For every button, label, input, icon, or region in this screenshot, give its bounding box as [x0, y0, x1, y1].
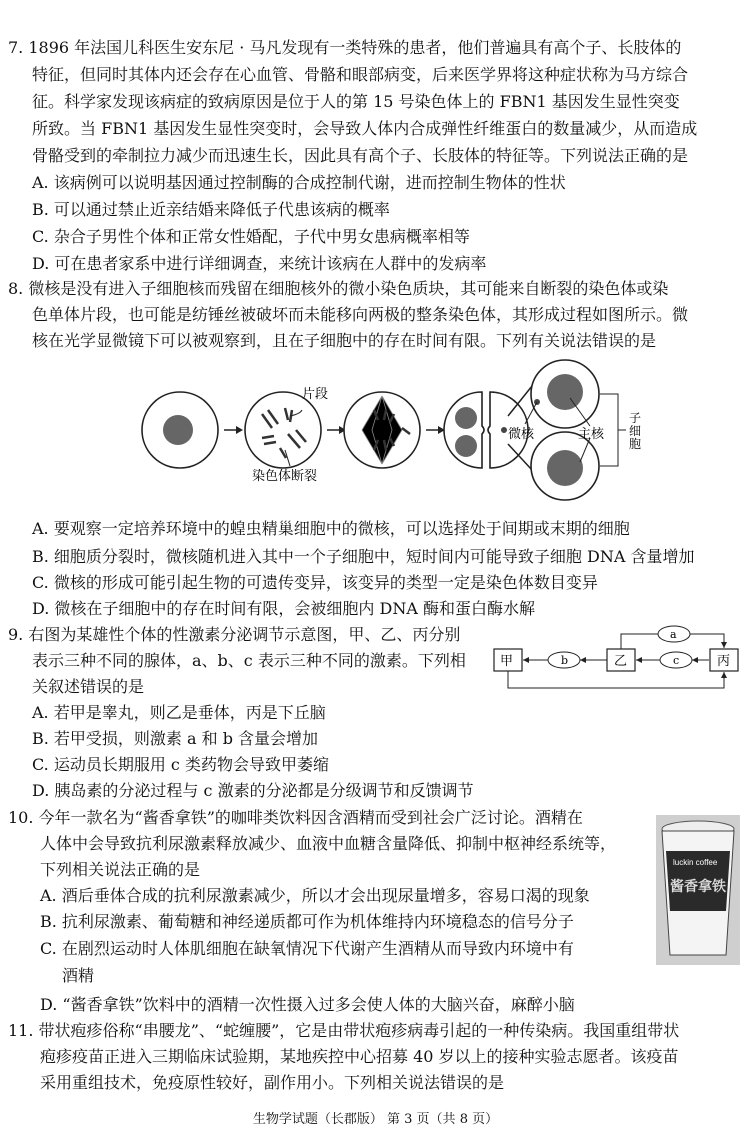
coffee-cup-image — [656, 815, 740, 965]
cell-breaking — [245, 392, 321, 468]
q9-option-d: D. 胰岛素的分泌过程与 c 激素的分泌都是分级调节和反馈调节 — [32, 781, 474, 800]
nucleus — [455, 435, 477, 457]
q9-option-c: C. 运动员长期服用 c 类药物会导致甲萎缩 — [32, 755, 329, 774]
main-nucleus — [547, 450, 583, 486]
q11-stem-line: 疱疹疫苗正进入三期临床试验期，某地疾控中心招募 40 岁以上的接种实验志愿者。该疫苗 — [40, 1047, 679, 1066]
hormone-regulation-diagram — [490, 620, 742, 700]
q7-stem-line: 征。科学家发现该病症的致病原因是位于人的第 15 号染色体上的 FBN1 基因发生显性突变 — [32, 92, 680, 111]
q9-stem-line: 关叙述错误的是 — [32, 677, 145, 696]
q11-stem-line: 采用重组技术，免疫原性较好，副作用小。下列相关说法错误的是 — [40, 1073, 505, 1092]
q10-stem-line: 人体中会导致抗利尿激素释放减少、血液中血糖含量降低、抑制中枢神经系统等， — [40, 834, 617, 853]
label-break: 染色体断裂 — [252, 469, 318, 484]
gland-yi-label: 乙 — [614, 654, 628, 669]
hormone-c-label: c — [673, 654, 680, 667]
hormone-a-label: a — [670, 628, 677, 641]
hormone-b-label: b — [561, 654, 569, 667]
label-daughter: 子 — [629, 411, 642, 425]
gland-jia-label: 甲 — [500, 654, 514, 669]
label-main-nucleus: 主核 — [578, 427, 605, 442]
q10-stem-line: 下列相关说法正确的是 — [40, 860, 201, 879]
nucleus — [455, 407, 477, 429]
q10-stem-line: 10. 今年一款名为“酱香拿铁”的咖啡类饮料因含酒精而受到社会广泛讨论。酒精在 — [8, 808, 583, 827]
q7-option-d: D. 可在患者家系中进行详细调查，来统计该病在人群中的发病率 — [32, 254, 487, 273]
q11-stem-line: 11. 带状疱疹俗称“串腰龙”、“蛇缠腰”，它是由带状疱疹病毒引起的一种传染病。我国重组带状 — [8, 1021, 680, 1040]
q10-option-c-cont: 酒精 — [62, 966, 95, 985]
q9-option-a: A. 若甲是睾丸，则乙是垂体，丙是下丘脑 — [32, 703, 326, 722]
cup-brand: luckin coffee — [673, 858, 718, 867]
q8-stem-line: 8. 微核是没有进入子细胞核而残留在细胞核外的微小染色质块，其可能来自断裂的染色体或染 — [8, 279, 669, 298]
q7-stem-line: 所致。当 FBN1 基因发生显性突变时，会导致人体内合成弹性纤维蛋白的数量减少，从而造成 — [32, 119, 698, 138]
pointer-micronucleus — [525, 402, 537, 424]
q8-option-b: B. 细胞质分裂时，微核随机进入其中一个子细胞中，短时间内可能导致子细胞 DNA 含量增加 — [32, 547, 695, 566]
q7-option-c: C. 杂合子男性个体和正常女性婚配，子代中男女患病概率相等 — [32, 227, 470, 246]
q7-stem-line: 骨骼受到的牵制拉力减少而迅速生长，因此具有高个子、长肢体的特征等。下列说法正确的是 — [32, 146, 689, 165]
q9-stem-line: 9. 右图为某雄性个体的性激素分泌调节示意图，甲、乙、丙分别 — [8, 625, 461, 644]
label-micronucleus: 微核 — [508, 427, 535, 442]
q9-stem-line: 表示三种不同的腺体，a、b、c 表示三种不同的激素。下列相 — [32, 651, 466, 670]
q10-option-a: A. 酒后垂体合成的抗利尿激素减少，所以才会出现尿量增多，容易口渴的现象 — [40, 886, 590, 905]
page-footer: 生物学试题（长郡版） 第 3 页（共 8 页） — [252, 1112, 499, 1127]
q7-stem-line: 特征，但同时其体内还会存在心血管、骨骼和眼部病变，后来医学界将这种症状称为马方综合 — [32, 65, 689, 84]
q8-option-c: C. 微核的形成可能引起生物的可遗传变异，该变异的类型一定是染色体数目变异 — [32, 573, 598, 592]
q7-option-a: A. 该病例可以说明基因通过控制酶的合成控制代谢，进而控制生物体的性状 — [32, 173, 566, 192]
q8-stem-line: 色单体片段，也可能是纺锤丝被破坏而未能移向两极的整条染色体，其形成过程如图所示。微 — [32, 305, 689, 324]
label-daughter: 细 — [629, 424, 642, 438]
q10-option-b: B. 抗利尿激素、葡萄糖和神经递质都可作为机体维持内环境稳态的信号分子 — [40, 912, 574, 931]
nucleus — [163, 415, 193, 445]
micronucleus-figure — [140, 358, 660, 508]
q8-option-d: D. 微核在子细胞中的存在时间有限，会被细胞内 DNA 酶和蛋白酶水解 — [32, 599, 535, 618]
q7-option-b: B. 可以通过禁止近亲结婚来降低子代患该病的概率 — [32, 200, 390, 219]
label-fragment: 片段 — [302, 387, 329, 402]
cup-text: 酱香拿铁 — [670, 879, 726, 895]
micronucleus-dot — [501, 427, 507, 433]
q10-option-c: C. 在剧烈运动时人体肌细胞在缺氧情况下代谢产生酒精从而导致内环境中有 — [40, 939, 574, 958]
main-nucleus — [547, 374, 583, 410]
q8-stem-line: 核在光学显微镜下可以被观察到，且在子细胞中的存在时间有限。下列有关说法错误的是 — [32, 331, 657, 350]
q8-option-a: A. 要观察一定培养环境中的蝗虫精巢细胞中的微核，可以选择处于间期或末期的细胞 — [32, 519, 630, 538]
q9-option-b: B. 若甲受损，则激素 a 和 b 含量会增加 — [32, 729, 319, 748]
q7-stem-line: 7. 1896 年法国儿科医生安东尼 · 马凡发现有一类特殊的患者，他们普遍具有高个子、长肢体的 — [8, 38, 682, 57]
gland-bing-label: 丙 — [717, 654, 731, 669]
label-daughter: 胞 — [629, 437, 642, 451]
q10-option-d: D. “酱香拿铁”饮料中的酒精一次性摄入过多会使人体的大脑兴奋，麻醉小脑 — [40, 995, 575, 1014]
arrowhead — [236, 426, 243, 434]
